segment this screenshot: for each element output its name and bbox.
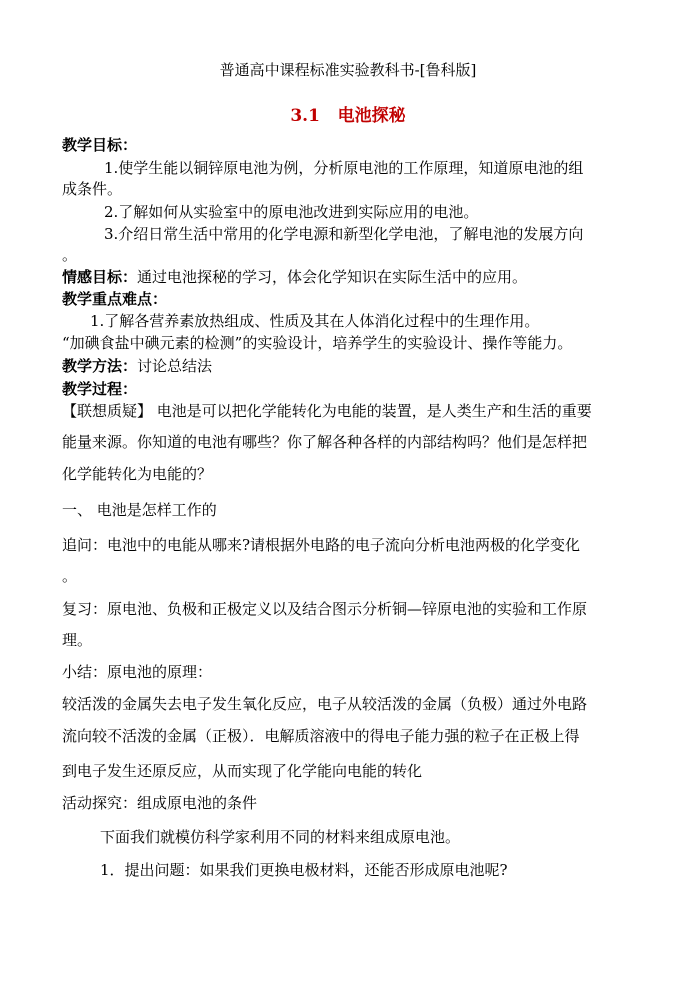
intro-line-1: 【联想质疑】 电池是可以把化学能转化为电能的装置，是人类生产和生活的重要 [62, 402, 592, 420]
section-title: 电池探秘 [337, 106, 406, 126]
review-line-1: 复习：原电池、负极和正极定义以及结合图示分析铜—锌原电池的实验和工作原 [62, 600, 588, 618]
process-heading: 教学过程： [62, 380, 138, 398]
method-heading: 教学方法： [62, 357, 138, 375]
principle-line-3: 到电子发生还原反应，从而实现了化学能向电能的转化 [62, 762, 423, 780]
page-title [0, 107, 696, 125]
question-1: 1．提出问题：如果我们更换电极材料，还能否形成原电池呢? [100, 861, 508, 879]
principle-line-1: 较活泼的金属失去电子发生氧化反应，电子从较活泼的金属（负极）通过外电路 [62, 695, 588, 713]
objective-1-line-1: 1.使学生能以铜锌原电池为例，分析原电池的工作原理，知道原电池的组 [104, 159, 584, 177]
intro-line-2: 能量来源。你知道的电池有哪些？你了解各种各样的内部结构吗？他们是怎样把 [62, 433, 588, 451]
method-text: 讨论总结法 [137, 357, 213, 375]
keypoints-heading: 教学重点难点： [62, 290, 168, 308]
ask-line-1: 追问：电池中的电能从哪来?请根据外电路的电子流向分析电池两极的化学变化 [62, 536, 581, 554]
review-line-2: 理。 [62, 631, 93, 649]
principle-line-2: 流向较不活泼的金属（正极）．电解质溶液中的得电子能力强的粒子在正极上得 [62, 727, 580, 745]
emotion-text: 通过电池探秘的学习，体会化学知识在实际生活中的应用。 [137, 268, 528, 286]
keypoint-1: 1.了解各营养素放热组成、性质及其在人体消化过程中的生理作用。 [90, 312, 540, 330]
ask-line-2: 。 [62, 567, 78, 585]
textbook-series-header: 普通高中课程标准实验教科书-[鲁科版] [219, 61, 477, 79]
objectives-heading: 教学目标： [62, 136, 138, 154]
next-step-text: 下面我们就模仿科学家利用不同的材料来组成原电池。 [100, 828, 461, 846]
section-number: 3.1 [290, 106, 320, 126]
activity-heading: 活动探究：组成原电池的条件 [62, 794, 258, 812]
intro-line-3: 化学能转化为电能的？ [62, 465, 213, 483]
objective-3-line-2: 。 [62, 246, 78, 264]
objective-1-line-2: 成条件。 [62, 180, 123, 198]
keypoint-2: “加碘食盐中碘元素的检测”的实验设计，培养学生的实验设计、操作等能力。 [62, 334, 573, 352]
teaching-method [62, 357, 212, 375]
objective-3-line-1: 3.介绍日常生活中常用的化学电源和新型化学电池，了解电池的发展方向 [104, 225, 584, 243]
emotion-objective [62, 268, 527, 286]
section-1-heading: 一、 电池是怎样工作的 [62, 501, 217, 519]
objective-2: 2.了解如何从实验室中的原电池改进到实际应用的电池。 [104, 203, 479, 221]
emotion-heading: 情感目标： [62, 268, 138, 286]
summary-heading: 小结：原电池的原理： [62, 663, 213, 681]
